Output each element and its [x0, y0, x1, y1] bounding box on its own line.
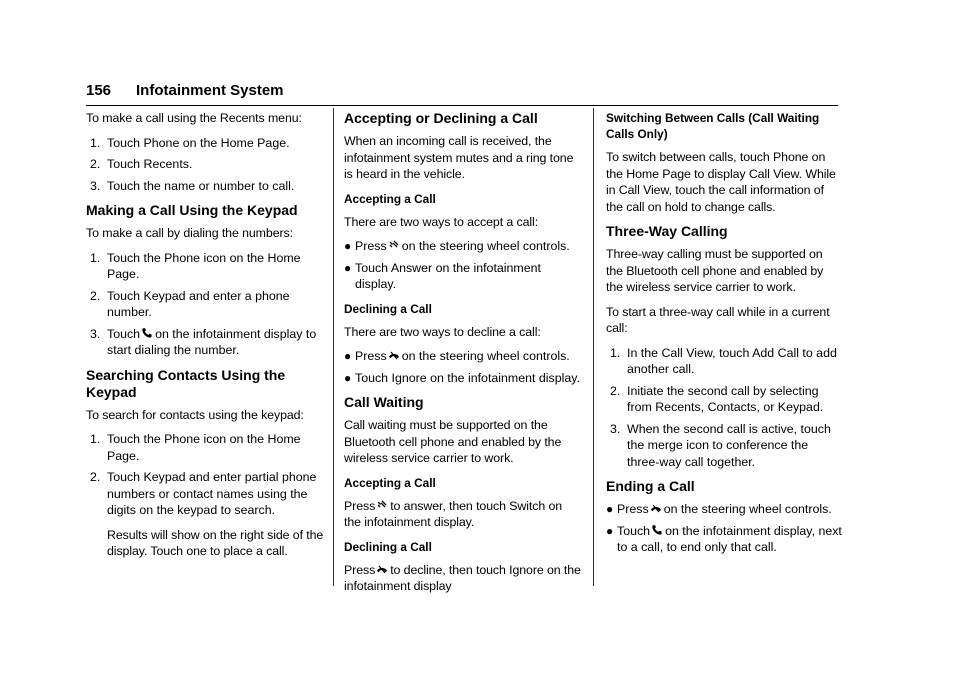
list-item: ● Touch Ignore on the infotainment display.	[344, 370, 581, 385]
keypad-intro: To make a call by dialing the numbers:	[86, 226, 293, 240]
accept-subheading: Accepting a Call	[344, 191, 436, 206]
ending-bullets	[606, 501, 842, 556]
list-item: 1. Touch the Phone icon on the Home Page.	[90, 250, 301, 281]
recents-steps	[86, 135, 326, 195]
three-way-start: To start a three-way call while in a current call:	[606, 304, 830, 335]
list-item: 1. Touch Phone on the Home Page.	[90, 135, 290, 150]
incoming-intro: When an incoming call is received, the infotainment system mutes and a ring tone is heard in the vehicle.	[344, 134, 574, 181]
call-waiting-heading: Call Waiting	[344, 394, 424, 410]
list-item: ● Touch Answer on the infotainment display.	[344, 260, 541, 291]
column-right	[606, 110, 842, 564]
three-way-intro: Three-way calling must be supported on the Bluetooth cell phone and enabled by the wireless service carrier to work.	[606, 247, 824, 294]
phone-icon	[141, 327, 153, 339]
page-number: 156	[86, 82, 112, 99]
list-item: 1. In the Call View, touch Add Call to add another call.	[610, 345, 837, 376]
three-way-steps	[606, 345, 842, 471]
accept-bullets	[344, 238, 582, 293]
ending-heading: Ending a Call	[606, 478, 695, 494]
list-item: 3. Touch the name or number to call.	[90, 178, 295, 193]
three-way-heading: Three-Way Calling	[606, 223, 728, 239]
keypad-heading: Making a Call Using the Keypad	[86, 202, 298, 218]
list-item: 2. Touch Keypad and enter partial phone numbers or contact names using the digits on the keypad to search.	[90, 470, 317, 517]
end-call-icon	[388, 349, 400, 361]
list-item: 3. Touch on the infotainment display to start dialing the number.	[90, 326, 317, 357]
list-item: ● Press on the steering wheel controls.	[344, 349, 570, 363]
list-item: ● Touch on the infotainment display, next to a call, to end only that call.	[606, 523, 842, 554]
push-to-talk-icon	[388, 239, 400, 251]
list-item: 2. Touch Recents.	[90, 157, 193, 171]
section-title: Infotainment System	[136, 82, 284, 99]
end-call-icon	[650, 502, 662, 514]
list-item: ● Press on the steering wheel controls.	[344, 239, 570, 253]
search-steps	[86, 431, 326, 519]
push-to-talk-icon	[376, 499, 388, 511]
switch-text: To switch between calls, touch Phone on the Home Page to display Call View. While in Call View, touch the call information of the call on hold to change calls.	[606, 150, 836, 214]
list-item: 1. Touch the Phone icon on the Home Page.	[90, 432, 301, 463]
search-note: Results will show on the right side of the display. Touch one to place a call.	[107, 527, 324, 558]
waiting-accept-text: Press to answer, then touch Switch on the infotainment display.	[344, 498, 563, 529]
list-item: 2. Initiate the second call by selecting from Recents, Contacts, or Keypad.	[610, 383, 824, 414]
column-divider	[593, 108, 594, 586]
decline-subheading: Declining a Call	[344, 301, 432, 316]
header-rule	[86, 105, 838, 106]
list-item: 2. Touch Keypad and enter a phone number.	[90, 288, 290, 319]
call-waiting-intro: Call waiting must be supported on the Bluetooth cell phone and enabled by the wireless service carrier to work.	[344, 418, 562, 465]
waiting-decline-text: Press to decline, then touch Ignore on the infotainment display	[344, 562, 581, 593]
page-header	[86, 82, 838, 106]
phone-icon	[651, 524, 663, 536]
keypad-steps	[86, 250, 326, 359]
waiting-accept-subheading: Accepting a Call	[344, 475, 436, 490]
switch-subheading: Switching Between Calls (Call Waiting Calls Only)	[606, 111, 820, 141]
decline-bullets	[344, 348, 582, 386]
search-heading: Searching Contacts Using the Keypad	[86, 366, 286, 400]
column-left	[86, 110, 326, 568]
search-intro: To search for contacts using the keypad:	[86, 407, 304, 422]
end-call-icon	[376, 563, 388, 575]
decline-intro: There are two ways to decline a call:	[344, 324, 541, 339]
recents-intro: To make a call using the Recents menu:	[86, 111, 302, 125]
column-middle	[344, 110, 582, 603]
list-item: ● Press on the steering wheel controls.	[606, 502, 832, 516]
column-divider	[333, 108, 334, 586]
accept-intro: There are two ways to accept a call:	[344, 214, 539, 229]
waiting-decline-subheading: Declining a Call	[344, 539, 432, 554]
accept-decline-heading: Accepting or Declining a Call	[344, 110, 538, 126]
list-item: 3. When the second call is active, touch the merge icon to conference the three-way call together.	[610, 421, 831, 469]
